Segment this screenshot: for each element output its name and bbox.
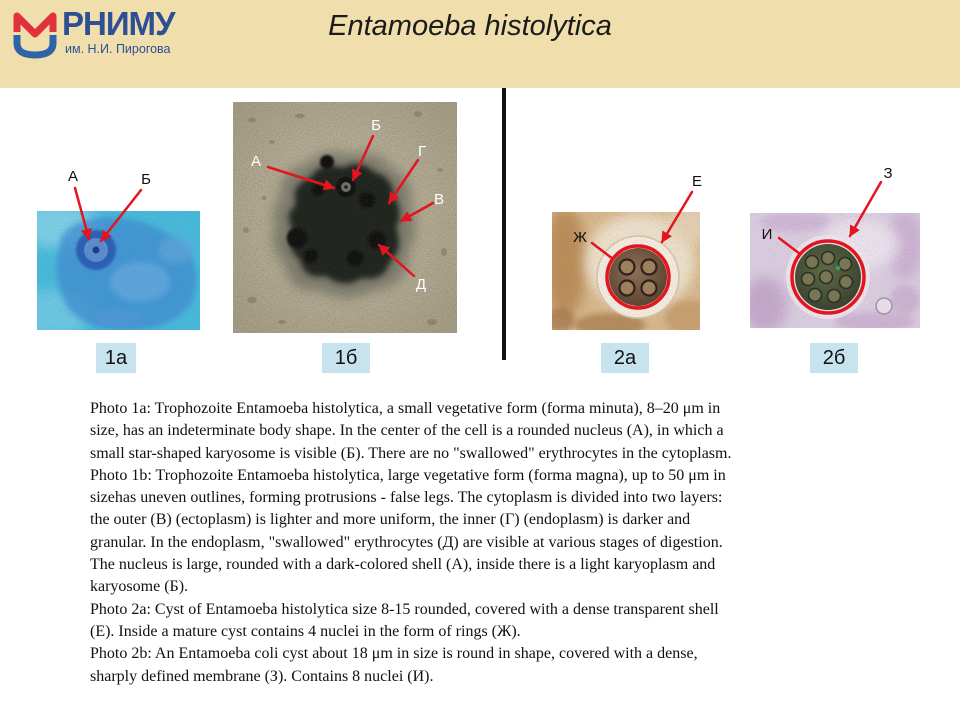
paragraph-photo-1a [90, 398, 731, 465]
label-1a-b: Б [141, 171, 151, 188]
label-2b-z: З [883, 165, 893, 182]
caption-2a: 2а [601, 343, 649, 373]
logo-subtitle: им. Н.И. Пирогова [65, 42, 171, 56]
logo-blue-arc [17, 35, 53, 55]
paragraph-photo-2a [90, 599, 731, 644]
photo-grain [233, 102, 457, 333]
text-line: The nucleus is large, rounded with a dark-colored shell (А), inside there is a light karyoplasm and [90, 556, 716, 574]
label-2a-zh: Ж [573, 229, 587, 246]
label-1b-v: В [433, 191, 445, 208]
text-line: sharply defined membrane (З). Contains 8 nuclei (И). [90, 667, 434, 685]
paragraph-photo-1b [90, 465, 731, 599]
text-line: granular. In the endoplasm, "swallowed" erythrocytes (Д) are visible at various stages of digestion. [90, 533, 723, 551]
label-1b-d: Д [415, 276, 427, 293]
photo-grain [37, 211, 200, 330]
logo-wordmark: РНИМУ [62, 5, 175, 42]
caption-1b: 1б [322, 343, 370, 373]
text-line: size, has an indeterminate body shape. In the center of the cell is a rounded nucleus (А), in which a [90, 422, 724, 440]
label-1b-g: Г [417, 143, 427, 160]
caption-2b: 2б [810, 343, 858, 373]
header-band [0, 0, 960, 88]
label-2b-i: И [761, 226, 773, 243]
text-line: small star-shaped karyosome is visible (Б). There are no "swallowed" erythrocytes in the cytoplasm. [90, 444, 732, 462]
logo-red-mark [17, 16, 53, 34]
text-line: Photo 1a: Trophozoite Entamoeba histolytica, a small vegetative form (forma minuta), 8–20 μm in [90, 400, 721, 417]
label-1a-a: А [67, 168, 79, 185]
slide-title: Entamoeba histolytica [328, 10, 612, 42]
label-1b-b: Б [371, 117, 381, 134]
caption-1a: 1а [96, 343, 136, 373]
paragraph-photo-2b [90, 643, 731, 688]
photo-1b [233, 102, 457, 333]
text-line: karyosome (Б). [90, 578, 189, 596]
rnimu-logo-icon [10, 8, 60, 60]
label-2a-e: Е [691, 173, 703, 190]
photo-1a [12, 204, 200, 338]
text-line: Photo 2b: An Entamoeba coli cyst about 18 μm in size is round in shape, covered with a dense, [90, 645, 698, 663]
text-line: sizehas uneven outlines, forming protrusions - false legs. The cytoplasm is divided into two layers: [90, 489, 723, 507]
photo-descriptions [90, 398, 731, 688]
text-line: Photo 1b: Trophozoite Entamoeba histolytica, large vegetative form (forma magna), up to 50 μm in [90, 466, 726, 484]
photo-2a [543, 205, 715, 337]
text-line: the outer (В) (ectoplasm) is lighter and more uniform, the inner (Г) (endoplasm) is darker and [90, 511, 691, 529]
text-line: (Е). Inside a mature cyst contains 4 nuclei in the form of rings (Ж). [90, 622, 521, 640]
label-1b-a: А [250, 153, 262, 170]
text-line: Photo 2a: Cyst of Entamoeba histolytica size 8-15 rounded, covered with a dense transparent shell [90, 600, 719, 618]
